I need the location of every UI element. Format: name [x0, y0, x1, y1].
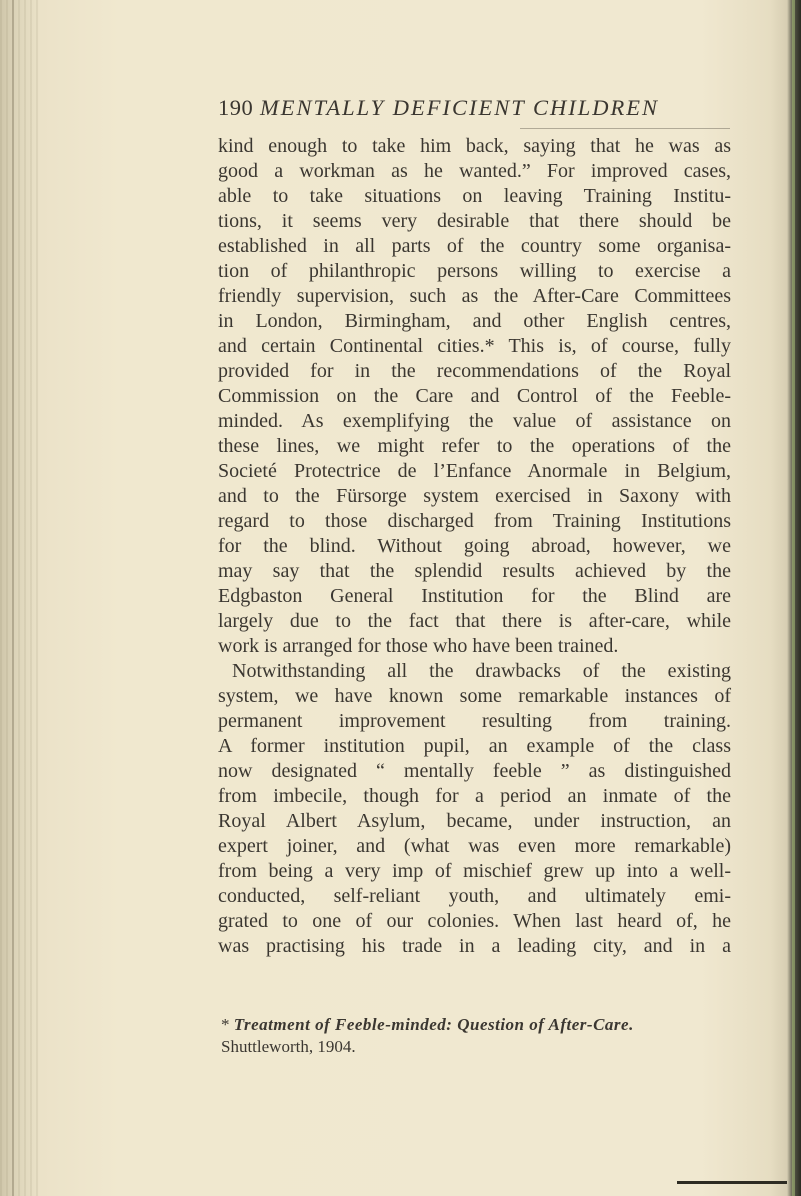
text-line: Societé Protectrice de l’Enfance Anormale in Belgium, — [218, 460, 731, 482]
text-line: and certain Continental cities.* This is, of course, fully — [218, 335, 731, 357]
footnote-line-1 — [221, 1014, 739, 1036]
footnote — [221, 1014, 739, 1058]
footnote-title: Treatment of Feeble-minded: Question of After-Care. — [233, 1015, 634, 1034]
text-line: able to take situations on leaving Training Institu- — [218, 185, 731, 207]
running-title: MENTALLY DEFICIENT CHILDREN — [260, 95, 660, 120]
bottom-edge-mark — [677, 1181, 787, 1184]
text-line: conducted, self-reliant youth, and ultimately emi- — [218, 885, 731, 907]
text-line: A former institution pupil, an example of the class — [218, 735, 731, 757]
text-line: established in all parts of the country some organisa- — [218, 235, 731, 257]
text-line: Commission on the Care and Control of the Feeble- — [218, 385, 731, 407]
text-line: was practising his trade in a leading city, and in a — [218, 935, 731, 957]
text-line: grated to one of our colonies. When last heard of, he — [218, 910, 731, 932]
text-line: friendly supervision, such as the After-Care Committees — [218, 285, 731, 307]
text-line: in London, Birmingham, and other English centres, — [218, 310, 731, 332]
footnote-marker: * — [221, 1015, 230, 1034]
text-line: and to the Fürsorge system exercised in Saxony with — [218, 485, 731, 507]
footnote-publisher: Shuttleworth, 1904. — [221, 1037, 356, 1056]
text-line: for the blind. Without going abroad, however, we — [218, 535, 731, 557]
header-rule — [520, 128, 730, 129]
text-line: work is arranged for those who have been trained. — [218, 635, 619, 657]
text-line: permanent improvement resulting from training. — [218, 710, 731, 732]
text-line: now designated “ mentally feeble ” as distinguished — [218, 760, 731, 782]
text-line: kind enough to take him back, saying that he was as — [218, 135, 731, 157]
page-edge-highlight — [792, 0, 795, 1196]
text-line: minded. As exemplifying the value of assistance on — [218, 410, 731, 432]
page-binding-shadow — [0, 0, 40, 1196]
running-header — [218, 93, 738, 123]
text-line: largely due to the fact that there is after-care, while — [218, 610, 731, 632]
text-line: system, we have known some remarkable instances of — [218, 685, 731, 707]
text-line: these lines, we might refer to the operations of the — [218, 435, 731, 457]
text-line: expert joiner, and (what was even more remarkable) — [218, 835, 731, 857]
text-line: tions, it seems very desirable that there should be — [218, 210, 731, 232]
text-line: tion of philanthropic persons willing to exercise a — [218, 260, 731, 282]
text-line: Notwithstanding all the drawbacks of the existing — [232, 660, 731, 682]
text-line: from imbecile, though for a period an inmate of the — [218, 785, 731, 807]
text-line: from being a very imp of mischief grew up into a well- — [218, 860, 731, 882]
text-line: provided for in the recommendations of the Royal — [218, 360, 731, 382]
page-number: 190 — [218, 95, 254, 120]
binding-crease — [12, 0, 14, 1196]
text-line: good a workman as he wanted.” For improved cases, — [218, 160, 731, 182]
text-line: regard to those discharged from Training Institutions — [218, 510, 731, 532]
text-line: Royal Albert Asylum, became, under instruction, an — [218, 810, 731, 832]
text-line: Edgbaston General Institution for the Blind are — [218, 585, 731, 607]
body-text — [218, 134, 731, 959]
text-line: may say that the splendid results achieved by the — [218, 560, 731, 582]
